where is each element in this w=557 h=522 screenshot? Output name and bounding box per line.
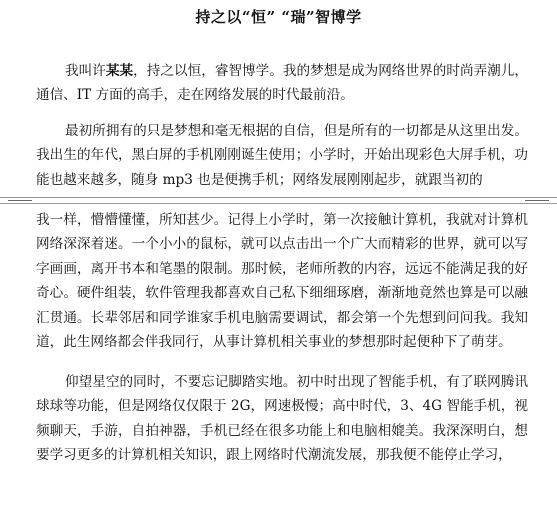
paragraph-origin: 最初所拥有的只是梦想和毫无根据的自信，但是所有的一切都是从这里出发。我出生的年代，黑白屏的手机刚刚诞生使用；小学时，开始出现彩色大屏手机，功能也越来越多，随身 mp3 也是便携手机；网络发展刚刚起步，就跟当初的 <box>36 123 528 188</box>
intro-prefix: 我叫许 <box>65 63 106 79</box>
paragraph-childhood: 我一样，懵懵懂懂，所知甚少。记得上小学时，第一次接触计算机，我就对计算机网络深深着迷。一个小小的鼠标，就可以点击出一个广大而精彩的世界，就可以写字画画，离开书本和笔墨的限制。那时候，老师所教的内容，远远不能满足我的好奇心。硬件组装，软件管理我都喜欢自己私下细细琢磨，渐渐地竟然也算是可以融汇贯通。长辈邻居和同学谁家手机电脑需要调试，都会第一个先想到问问我。我知道，此生网络都会伴我同行，从事计算机相关事业的梦想那时起便种下了萌芽。 <box>36 212 528 351</box>
page-break <box>0 196 557 205</box>
document-title: 持之以“恒” “瑞”智博学 <box>195 8 362 26</box>
page-break-marker-right <box>525 200 549 201</box>
page-break-marker-left <box>8 200 32 201</box>
page-break-line-top <box>0 197 557 198</box>
page-break-line-bottom <box>0 203 557 204</box>
paragraph-intro <box>36 59 528 108</box>
author-name: 某某 <box>105 63 134 79</box>
intro-text: ，持之以恒，睿智博学。我的梦想是成为网络世界的时尚弄潮儿，通信、IT 方面的高手，走在网络发展的时代最前沿。 <box>36 63 529 104</box>
paragraph-growth: 仰望星空的同时，不要忘记脚踏实地。初中时出现了智能手机，有了联网腾讯球球等功能，但是网络仅仅限于 2G，网速极慢；高中时代，3、4G 智能手机，视频聊天，手游，自拍神器，手机已经在很多功能上和电脑相媲美。我深深明白，想要学习更多的计算机相关知识，跟上网络时代潮流发展，那我便不能停止学习， <box>36 374 528 464</box>
